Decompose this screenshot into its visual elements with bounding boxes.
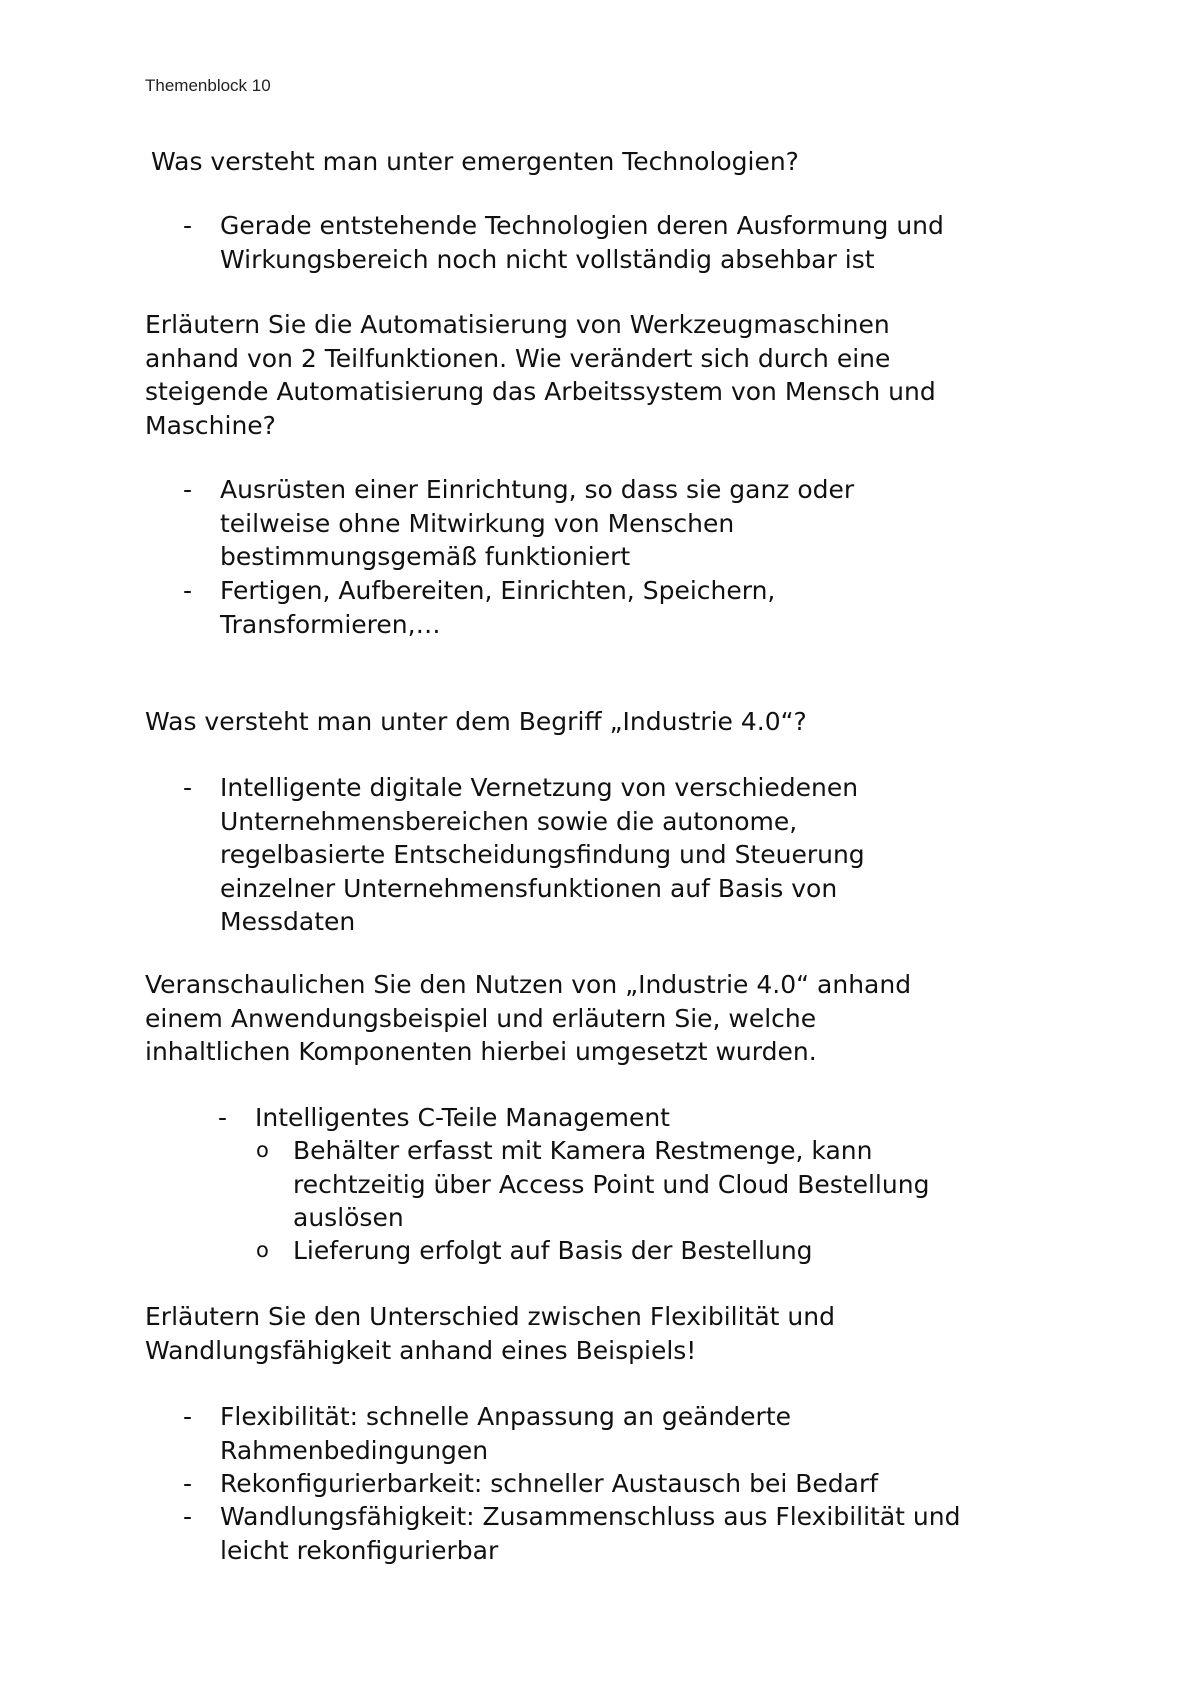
question-line: Erläutern Sie den Unterschied zwischen Flexibilität und — [145, 1302, 835, 1331]
question-industry-4 — [145, 705, 807, 739]
question-automation — [145, 308, 936, 442]
answer-item — [183, 209, 944, 276]
question-line: inhaltlichen Komponenten hierbei umgesetzt wurden. — [145, 1037, 817, 1066]
answer-item — [183, 574, 776, 641]
sub-answer-item — [256, 1134, 930, 1235]
answer-line: einzelner Unternehmensfunktionen auf Basis von — [220, 873, 838, 903]
answer-line: Unternehmensbereichen sowie die autonome, — [220, 806, 798, 836]
question-line: Veranschaulichen Sie den Nutzen von „Industrie 4.0“ anhand — [145, 970, 912, 999]
answer-line: Fertigen, Aufbereiten, Einrichten, Speichern, — [220, 576, 776, 605]
question-line: Maschine? — [145, 410, 276, 440]
bullet-dash: - — [183, 773, 193, 802]
bullet-dash: - — [183, 211, 193, 240]
answer-line: teilweise ohne Mitwirkung von Menschen — [220, 508, 735, 538]
answer-line: Messdaten — [220, 907, 356, 936]
answer-line: Wandlungsfähigkeit: Zusammenschluss aus Flexibilität und — [220, 1502, 961, 1531]
answer-line: Intelligente digitale Vernetzung von verschiedenen — [220, 773, 859, 802]
answer-item — [183, 473, 855, 574]
bullet-dash: - — [183, 576, 193, 605]
answer-line: Rekonfigurierbarkeit: schneller Austausch bei Bedarf — [220, 1469, 879, 1498]
answer-line: Behälter erfasst mit Kamera Restmenge, kann — [293, 1136, 873, 1165]
answer-line: regelbasierte Entscheidungsfindung und Steuerung — [220, 840, 865, 869]
answer-line: Rahmenbedingungen — [220, 1435, 489, 1465]
answer-item — [218, 1101, 670, 1135]
question-emergent-technologies — [151, 145, 799, 179]
answer-line: Ausrüsten einer Einrichtung, so dass sie ganz oder — [220, 475, 855, 504]
answer-line: Transformieren,… — [220, 609, 441, 639]
bullet-dash: - — [218, 1103, 228, 1132]
answer-item — [183, 1467, 879, 1501]
bullet-dash: - — [183, 1469, 193, 1498]
question-line: Was versteht man unter emergenten Technologien? — [151, 147, 799, 176]
answer-line: Flexibilität: schnelle Anpassung an geänderte — [220, 1402, 791, 1431]
answer-line: Wirkungsbereich noch nicht vollständig absehbar ist — [220, 244, 875, 274]
question-industry-4-benefit — [145, 968, 911, 1069]
question-line: einem Anwendungsbeispiel und erläutern Sie, welche — [145, 1003, 817, 1033]
page-header: Themenblock 10 — [145, 76, 271, 95]
answer-line: auslösen — [293, 1203, 404, 1232]
question-line: Erläutern Sie die Automatisierung von Werkzeugmaschinen — [145, 310, 890, 339]
question-flexibility — [145, 1300, 835, 1367]
sub-answer-item — [256, 1234, 813, 1268]
bullet-circle: o — [256, 1138, 269, 1162]
bullet-dash: - — [183, 1502, 193, 1531]
answer-line: Lieferung erfolgt auf Basis der Bestellung — [293, 1236, 813, 1265]
answer-line: bestimmungsgemäß funktioniert — [220, 542, 631, 571]
answer-line: Gerade entstehende Technologien deren Ausformung und — [220, 211, 944, 240]
bullet-circle: o — [256, 1238, 269, 1262]
bullet-dash: - — [183, 1402, 193, 1431]
question-line: steigende Automatisierung das Arbeitssystem von Mensch und — [145, 377, 936, 406]
answer-item — [183, 771, 865, 939]
answer-line: Intelligentes C-Teile Management — [255, 1103, 670, 1132]
answer-line: leicht rekonfigurierbar — [220, 1535, 499, 1565]
question-line: Was versteht man unter dem Begriff „Industrie 4.0“? — [145, 707, 807, 736]
bullet-dash: - — [183, 475, 193, 504]
answer-item — [183, 1400, 791, 1467]
answer-line: rechtzeitig über Access Point und Cloud Bestellung — [293, 1169, 930, 1199]
question-line: anhand von 2 Teilfunktionen. Wie verändert sich durch eine — [145, 343, 891, 373]
question-line: Wandlungsfähigkeit anhand eines Beispiels! — [145, 1335, 697, 1365]
answer-item — [183, 1500, 961, 1567]
